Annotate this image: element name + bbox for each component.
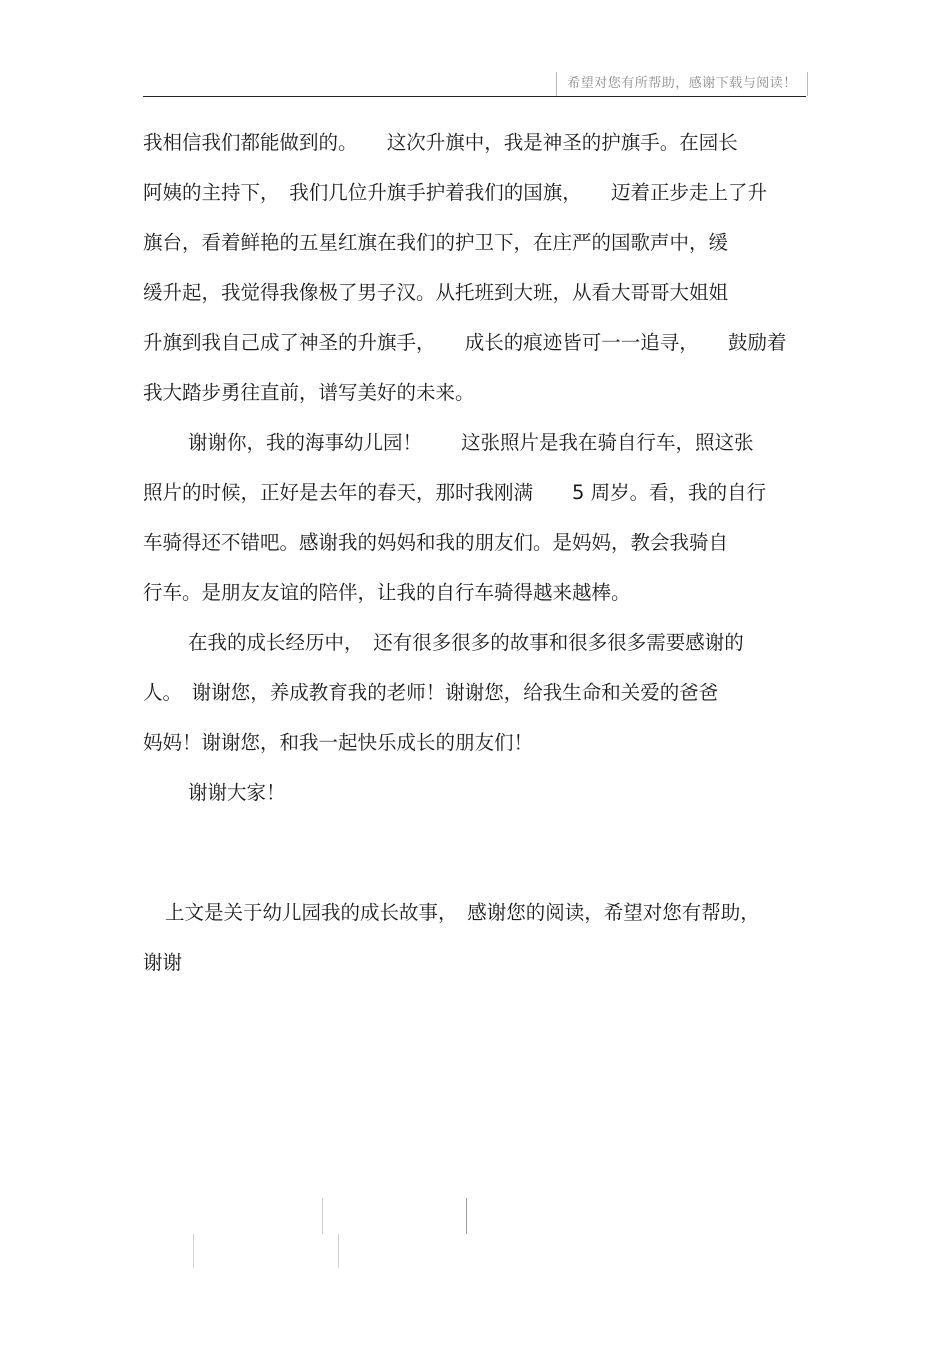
spacer [143,818,807,868]
paragraph-line: 谢谢你，我的海事幼儿园！ 这张照片是我在骑自行车，照这张 [188,431,754,454]
scan-mark [338,1234,339,1268]
header-rule [143,96,806,97]
scan-mark [193,1234,194,1268]
closing-line: 上文是关于幼儿园我的成长故事， 感谢您的阅读，希望对您有帮助， [165,901,760,924]
paragraph-line: 旗台，看着鲜艳的五星红旗在我们的护卫下，在庄严的国歌声中，缓 [143,231,729,254]
body-text [143,118,807,988]
paragraph-line: 人。 谢谢您，养成教育我的老师！谢谢您，给我生命和关爱的爸爸 [143,681,719,704]
paragraph-line: 我大踏步勇往直前，谱写美好的未来。 [143,381,475,404]
closing-line: 谢谢 [143,951,183,974]
scan-mark [466,1198,467,1234]
thanks-line: 谢谢大家！ [188,781,286,804]
paragraph-line: 行车。是朋友友谊的陪伴，让我的自行车骑得越来越棒。 [143,581,631,604]
paragraph-line: 妈妈！谢谢您，和我一起快乐成长的朋友们！ [143,731,534,754]
header-note: 希望对您有所帮助，感谢下载与阅读！ [556,72,808,96]
scan-mark [322,1198,323,1234]
paragraph-line: 升旗到我自己成了神圣的升旗手， 成长的痕迹皆可一一追寻， 鼓励着 [143,331,787,354]
paragraph-line: 照片的时候，正好是去年的春天，那时我刚满 5 周岁。看，我的自行 [143,481,767,504]
paragraph-line: 阿姨的主持下， 我们几位升旗手护着我们的国旗， 迈着正步走上了升 [143,181,768,204]
paragraph-line: 我相信我们都能做到的。 这次升旗中，我是神圣的护旗手。在园长 [143,131,738,154]
paragraph-line: 缓升起，我觉得我像极了男子汉。从托班到大班，从看大哥哥大姐姐 [143,281,729,304]
paragraph-line: 在我的成长经历中， 还有很多很多的故事和很多很多需要感谢的 [188,631,744,654]
paragraph-line: 车骑得还不错吧。感谢我的妈妈和我的朋友们。是妈妈，教会我骑自 [143,531,729,554]
closing-paragraph [143,888,807,988]
